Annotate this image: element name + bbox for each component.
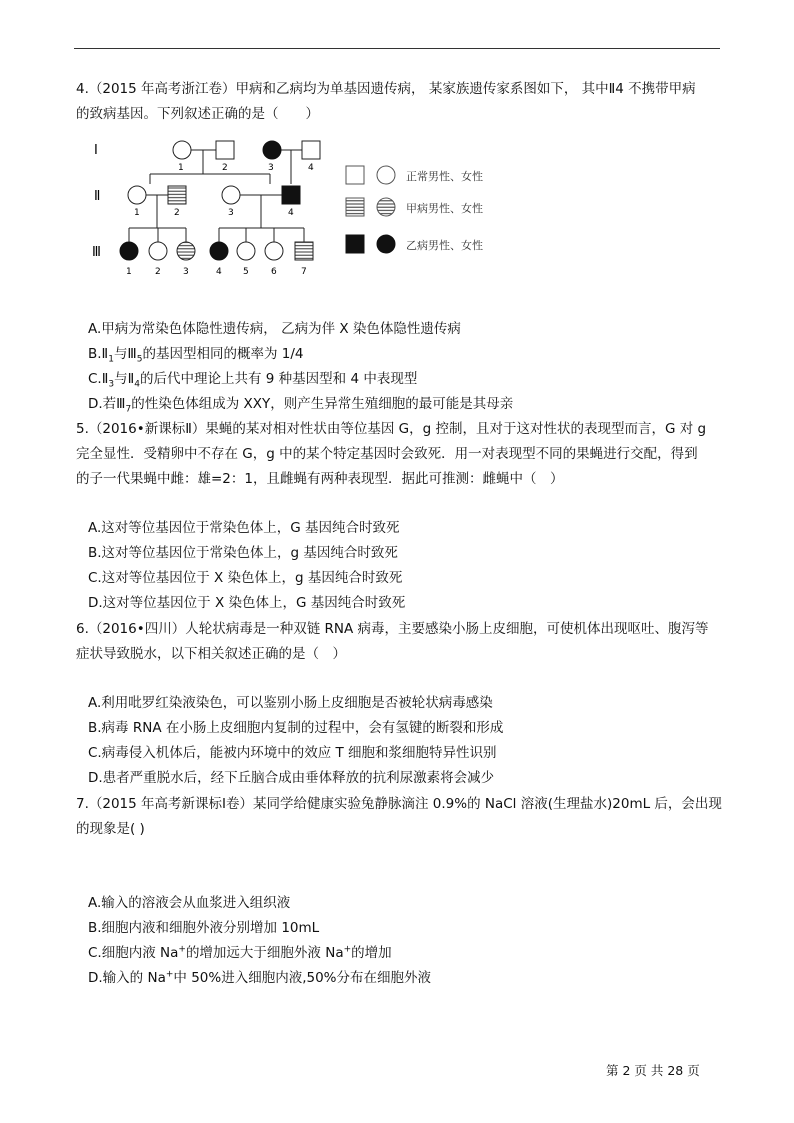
question-4-line-1: 4.（2015 年高考浙江卷）甲病和乙病均为单基因遗传病， 某家族遗传家系图如下， 其中Ⅱ4 不携带甲病 bbox=[76, 81, 696, 97]
question-6-stem bbox=[76, 617, 724, 667]
question-5-option-c: C.这对等位基因位于 X 染色体上，g 基因纯合时致死 bbox=[88, 570, 403, 586]
question-6-line-1: 6.（2016•四川）人轮状病毒是一种双链 RNA 病毒，主要感染小肠上皮细胞，可使机体出现呕吐、腹泻等 bbox=[76, 621, 709, 637]
gen3-female-2-normal-symbol bbox=[149, 242, 167, 260]
question-5-option-a: A.这对等位基因位于常染色体上，G 基因纯合时致死 bbox=[88, 520, 400, 536]
legend-normal-label: 正常男性、女性 bbox=[406, 170, 483, 183]
header-rule bbox=[74, 48, 720, 49]
legend-disease-a-female-symbol bbox=[377, 198, 395, 216]
legend-disease-b-female-symbol bbox=[377, 235, 395, 253]
legend-normal-female-symbol bbox=[377, 166, 395, 184]
question-6-option-d: D.患者严重脱水后，经下丘脑合成由垂体释放的抗利尿激素将会减少 bbox=[88, 770, 495, 786]
gen3-female-5-normal-symbol bbox=[237, 242, 255, 260]
gen3-number-3: 3 bbox=[183, 267, 189, 277]
question-7-line-1: 7.（2015 年高考新课标Ⅰ卷）某同学给健康实验兔静脉滴注 0.9%的 NaCl 溶液(生理盐水)20mL 后，会出现 bbox=[76, 796, 722, 812]
gen3-female-1-disease-b-symbol bbox=[120, 242, 138, 260]
question-7-stem bbox=[76, 792, 724, 842]
question-4-option-d: D.若$Ⅲ_7$的性染色体组成为 XXY，则产生异常生殖细胞的最可能是其母亲 bbox=[88, 396, 514, 415]
page-number-footer: 第 2 页 共 28 页 bbox=[606, 1063, 700, 1078]
question-4-option-a: A.甲病为常染色体隐性遗传病， 乙病为伴 X 染色体隐性遗传病 bbox=[88, 321, 461, 337]
gen3-female-6-normal-symbol bbox=[265, 242, 283, 260]
question-7-line-2: 的现象是( ) bbox=[76, 821, 145, 837]
question-6-line-2: 症状导致脱水，以下相关叙述正确的是（ ） bbox=[76, 646, 346, 662]
gen1-number-1: 1 bbox=[178, 163, 184, 173]
gen2-male-2-disease-a-symbol bbox=[168, 186, 186, 204]
gen3-number-1: 1 bbox=[126, 267, 132, 277]
pedigree-diagram bbox=[88, 132, 508, 282]
question-4-option-b: $B.Ⅱ_1$与$Ⅲ_5$的基因型相同的概率为 1/4 bbox=[88, 346, 304, 365]
gen3-number-4: 4 bbox=[216, 267, 222, 277]
legend-disease-a-male-symbol bbox=[346, 198, 364, 216]
gen2-female-1-normal-symbol bbox=[128, 186, 146, 204]
question-4-stem bbox=[76, 77, 724, 127]
question-6-option-c: C.病毒侵入机体后，能被内环境中的效应 T 细胞和浆细胞特异性识别 bbox=[88, 745, 497, 761]
question-4-line-2: 的致病基因。下列叙述正确的是（ ） bbox=[76, 106, 319, 122]
gen3-number-6: 6 bbox=[271, 267, 277, 277]
gen3-male-7-disease-a-symbol bbox=[295, 242, 313, 260]
gen1-number-2: 2 bbox=[222, 163, 228, 173]
legend-disease-b-male-symbol bbox=[346, 235, 364, 253]
question-6-option-a: A.利用吡罗红染液染色，可以鉴别小肠上皮细胞是否被轮状病毒感染 bbox=[88, 695, 493, 711]
gen2-number-3: 3 bbox=[228, 208, 234, 218]
gen3-number-7: 7 bbox=[301, 267, 307, 277]
generation-label-3: Ⅲ bbox=[92, 245, 101, 260]
question-5-stem bbox=[76, 417, 724, 492]
question-5-line-1: 5.（2016•新课标Ⅱ）果蝇的某对相对性状由等位基因 G，g 控制，且对于这对性状的表现型而言，G 对 g bbox=[76, 421, 707, 437]
gen3-number-5: 5 bbox=[243, 267, 249, 277]
question-7-option-a: A.输入的溶液会从血浆进入组织液 bbox=[88, 895, 291, 911]
gen1-number-3: 3 bbox=[268, 163, 274, 173]
gen3-female-3-disease-a-symbol bbox=[177, 242, 195, 260]
question-5-option-b: B.这对等位基因位于常染色体上，g 基因纯合时致死 bbox=[88, 545, 398, 561]
gen2-female-3-normal-symbol bbox=[222, 186, 240, 204]
question-7-option-c: C.细胞内液 Na+的增加远大于细胞外液 Na+的增加 bbox=[88, 944, 392, 961]
gen2-number-4: 4 bbox=[288, 208, 294, 218]
gen1-number-4: 4 bbox=[308, 163, 314, 173]
generation-label-2: Ⅱ bbox=[94, 189, 101, 204]
gen1-male-4-normal-symbol bbox=[302, 141, 320, 159]
gen3-number-2: 2 bbox=[155, 267, 161, 277]
question-5-line-2: 完全显性．受精卵中不存在 G，g 中的某个特定基因时会致死．用一对表现型不同的果蝇进行交配，得到 bbox=[76, 446, 698, 462]
gen2-number-1: 1 bbox=[134, 208, 140, 218]
question-5-option-d: D.这对等位基因位于 X 染色体上，G 基因纯合时致死 bbox=[88, 595, 406, 611]
gen2-male-4-disease-b-symbol bbox=[282, 186, 300, 204]
legend-disease-b-label: 乙病男性、女性 bbox=[406, 239, 483, 252]
question-4-option-c: $C.Ⅱ_3$与$Ⅱ_4$的后代中理论上共有 9 种基因型和 4 中表现型 bbox=[88, 371, 418, 390]
legend-normal-male-symbol bbox=[346, 166, 364, 184]
question-6-option-b: B.病毒 RNA 在小肠上皮细胞内复制的过程中，会有氢键的断裂和形成 bbox=[88, 720, 504, 736]
gen1-female-1-normal-symbol bbox=[173, 141, 191, 159]
gen2-number-2: 2 bbox=[174, 208, 180, 218]
question-7-option-b: B.细胞内液和细胞外液分别增加 10mL bbox=[88, 920, 320, 936]
legend-disease-a-label: 甲病男性、女性 bbox=[406, 202, 483, 215]
gen1-male-2-normal-symbol bbox=[216, 141, 234, 159]
question-7-option-d: D.输入的 Na+中 50%进入细胞内液,50%分布在细胞外液 bbox=[88, 969, 432, 986]
question-5-line-3: 的子一代果蝇中雌：雄=2：1，且雌蝇有两种表现型．据此可推测：雌蝇中（ ） bbox=[76, 471, 564, 487]
gen1-female-3-disease-b-symbol bbox=[263, 141, 281, 159]
gen3-female-4-disease-b-symbol bbox=[210, 242, 228, 260]
generation-label-1: Ⅰ bbox=[94, 143, 98, 158]
